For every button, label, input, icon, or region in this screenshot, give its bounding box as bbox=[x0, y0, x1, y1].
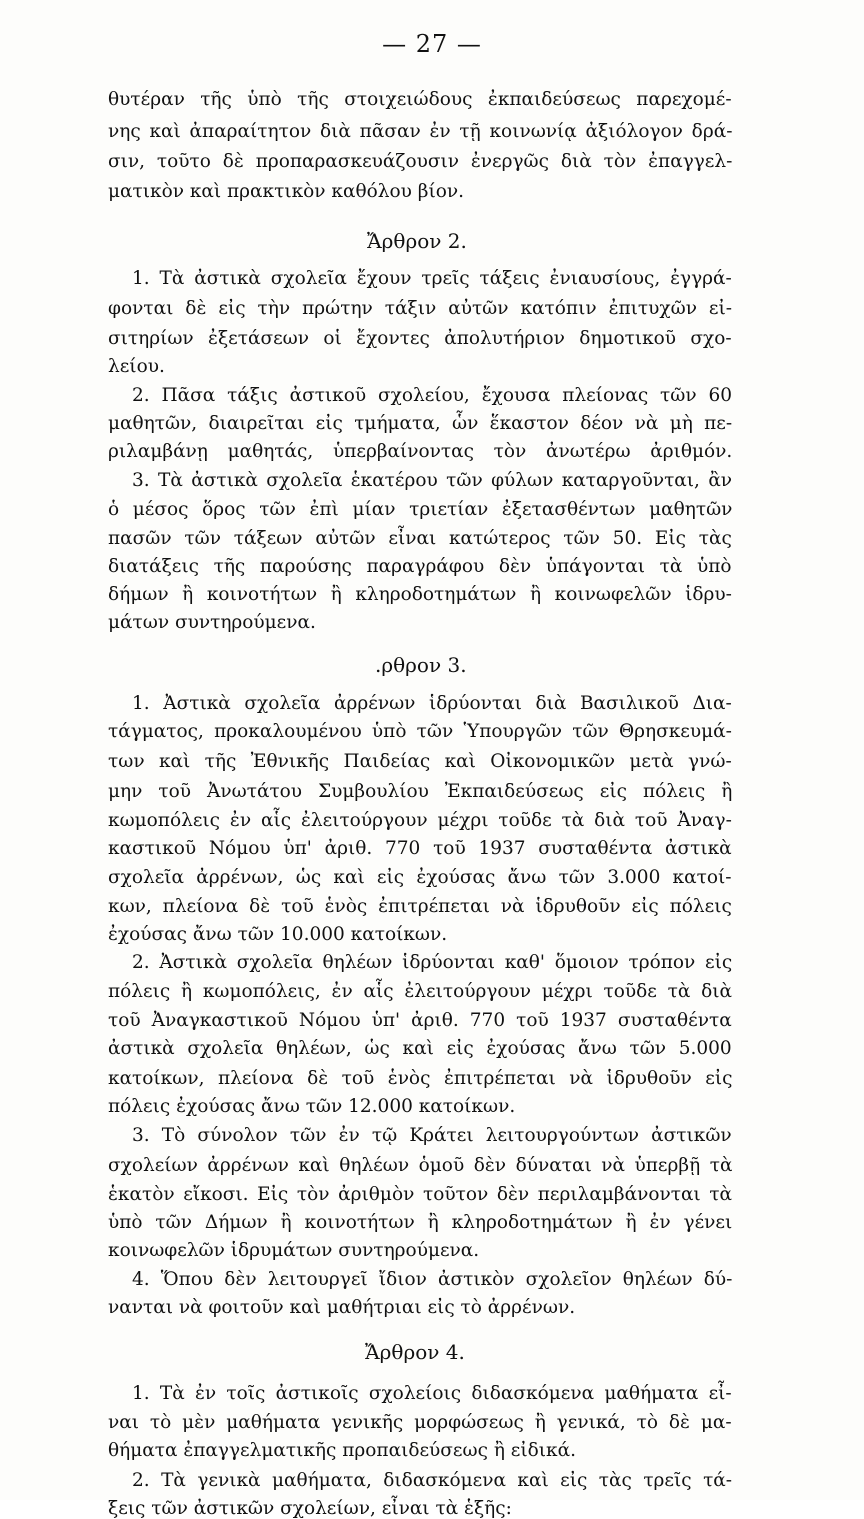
text-line: κων, πλείονα δὲ τοῦ ἑνὸς ἐπιτρέπεται νὰ ἱδρυθοῦν εἰς πόλεις bbox=[108, 896, 732, 917]
text-line: ριλαμβάνῃ μαθητάς, ὑπερβαίνοντας τὸν ἀνωτέρω ἀριθμόν. bbox=[108, 441, 733, 462]
text-line: 2. Πᾶσα τάξις ἀστικοῦ σχολείου, ἔχουσα πλείονας τῶν 60 bbox=[132, 385, 733, 406]
text-line: 1. Τὰ ἐν τοῖς ἀστικοῖς σχολείοις διδασκόμενα μαθήματα εἶ- bbox=[132, 1383, 732, 1404]
text-line: λείου. bbox=[108, 356, 165, 377]
text-line: 3. Τὰ ἀστικὰ σχολεῖα ἑκατέρου τῶν φύλων καταργοῦνται, ἂν bbox=[132, 470, 733, 491]
text-line: μάτων συντηρούμενα. bbox=[108, 612, 316, 633]
text-line: ναι τὸ μὲν μαθήματα γενικῆς μορφώσεως ἢ γενικά, τὸ δὲ μα- bbox=[108, 1412, 732, 1433]
text-line: ἐχούσας ἄνω τῶν 10.000 κατοίκων. bbox=[108, 924, 448, 945]
text-line: φονται δὲ εἰς τὴν πρώτην τάξιν αὐτῶν κατόπιν ἐπιτυχῶν εἰ- bbox=[108, 298, 733, 319]
text-line: σχολεῖα ἀρρένων, ὡς καὶ εἰς ἐχούσας ἄνω τῶν 3.000 κατοί- bbox=[108, 867, 732, 888]
text-line: κοινωφελῶν ἱδρυμάτων συντηρούμενα. bbox=[108, 1240, 480, 1261]
text-line: ἀστικὰ σχολεῖα θηλέων, ὡς καὶ εἰς ἐχούσας ἄνω τῶν 5.000 bbox=[108, 1038, 732, 1059]
text-line: κωμοπόλεις ἐν αἷς ἐλειτούργουν μέχρι τοῦδε τὰ διὰ τοῦ Ἀναγ- bbox=[108, 810, 732, 831]
text-line: ὁ μέσος ὅρος τῶν ἐπὶ μίαν τριετίαν ἐξετασθέντων μαθητῶν bbox=[108, 499, 733, 520]
text-line: των καὶ τῆς Ἐθνικῆς Παιδείας καὶ Οἰκονομικῶν μετὰ γνώ- bbox=[108, 751, 732, 772]
text-line: 3. Τὸ σύνολον τῶν ἐν τῷ Κράτει λειτουργούντων ἀστικῶν bbox=[132, 1125, 732, 1146]
text-line: θήματα ἐπαγγελματικῆς προπαιδεύσεως ἢ εἰδικά. bbox=[108, 1440, 576, 1461]
text-line: 1. Τὰ ἀστικὰ σχολεῖα ἔχουν τρεῖς τάξεις ἐνιαυσίους, ἐγγρά- bbox=[132, 268, 732, 289]
text-line: δήμων ἢ κοινοτήτων ἢ κληροδοτημάτων ἢ κοινωφελῶν ἱδρυ- bbox=[108, 584, 732, 605]
text-line: καστικοῦ Νόμου ὑπ' ἀριθ. 770 τοῦ 1937 συσταθέντα ἀστικὰ bbox=[108, 838, 732, 859]
text-line: θυτέραν τῆς ὑπὸ τῆς στοιχειώδους ἐκπαιδεύσεως παρεχομέ- bbox=[108, 89, 732, 110]
text-line: πασῶν τῶν τάξεων αὐτῶν εἶναι κατώτερος τῶν 50. Εἰς τὰς bbox=[108, 528, 732, 549]
text-line: πόλεις ἐχούσας ἄνω τῶν 12.000 κατοίκων. bbox=[108, 1096, 516, 1117]
text-line: σιτηρίων ἐξετάσεων οἱ ἔχοντες ἀπολυτήριον δημοτικοῦ σχο- bbox=[108, 328, 732, 349]
text-line: νανται νὰ φοιτοῦν καὶ μαθήτριαι εἰς τὸ ἀρρένων. bbox=[108, 1297, 576, 1318]
text-line: 2. Τὰ γενικὰ μαθήματα, διδασκόμενα καὶ εἰς τὰς τρεῖς τά- bbox=[132, 1470, 733, 1491]
page-number: — 27 — bbox=[382, 30, 482, 58]
text-line: πόλεις ἢ κωμοπόλεις, ἐν αἷς ἐλειτούργουν μέχρι τοῦδε τὰ διὰ bbox=[108, 981, 732, 1002]
text-line: τοῦ Ἀναγκαστικοῦ Νόμου ὑπ' ἀριθ. 770 τοῦ 1937 συσταθέντα bbox=[108, 1010, 732, 1031]
text-line: 4. Ὅπου δὲν λειτουργεῖ ἴδιον ἀστικὸν σχολεῖον θηλέων δύ- bbox=[132, 1269, 733, 1290]
text-line: ὑπὸ τῶν Δήμων ἢ κοινοτήτων ἢ κληροδοτημάτων ἢ ἐν γένει bbox=[108, 1212, 733, 1233]
text-line: ματικὸν καὶ πρακτικὸν καθόλου βίον. bbox=[108, 181, 464, 202]
article-heading: Ἄρθρον 4. bbox=[365, 1340, 465, 1364]
text-line: νης καὶ ἀπαραίτητον διὰ πᾶσαν ἐν τῇ κοινωνίᾳ ἀξιόλογον δρά- bbox=[108, 121, 733, 142]
text-line: 2. Ἀστικὰ σχολεῖα θηλέων ἱδρύονται καθ' ὅμοιον τρόπον εἰς bbox=[132, 952, 733, 973]
text-line: μην τοῦ Ἀνωτάτου Συμβουλίου Ἐκπαιδεύσεως εἰς πόλεις ἢ bbox=[108, 781, 733, 802]
text-line: τάγματος, προκαλουμένου ὑπὸ τῶν Ὑπουργῶν τῶν Θρησκευμά- bbox=[108, 721, 732, 742]
text-line: ξεις τῶν ἀστικῶν σχολείων, εἶναι τὰ ἑξῆς: bbox=[108, 1498, 512, 1519]
text-line: κατοίκων, πλείονα δὲ τοῦ ἑνὸς ἐπιτρέπεται νὰ ἱδρυθοῦν εἰς bbox=[108, 1068, 733, 1089]
text-line: ἑκατὸν εἴκοσι. Εἰς τὸν ἀριθμὸν τοῦτον δὲν περιλαμβάνονται τὰ bbox=[108, 1184, 733, 1205]
text-line: 1. Ἀστικὰ σχολεῖα ἀρρένων ἱδρύονται διὰ Βασιλικοῦ Δια- bbox=[132, 693, 732, 714]
article-heading: .ρθρον 3. bbox=[375, 653, 467, 677]
text-line: μαθητῶν, διαιρεῖται εἰς τμήματα, ὧν ἕκαστον δέον νὰ μὴ πε- bbox=[108, 413, 733, 434]
text-line: σχολείων ἀρρένων καὶ θηλέων ὁμοῦ δὲν δύναται νὰ ὑπερβῇ τὰ bbox=[108, 1155, 733, 1176]
text-line: σιν, τοῦτο δὲ προπαρασκευάζουσιν ἐνεργῶς διὰ τὸν ἐπαγγελ- bbox=[108, 151, 733, 172]
text-line: διατάξεις τῆς παρούσης παραγράφου δὲν ὑπάγονται τὰ ὑπὸ bbox=[108, 556, 732, 577]
article-heading: Ἄρθρον 2. bbox=[367, 229, 467, 253]
